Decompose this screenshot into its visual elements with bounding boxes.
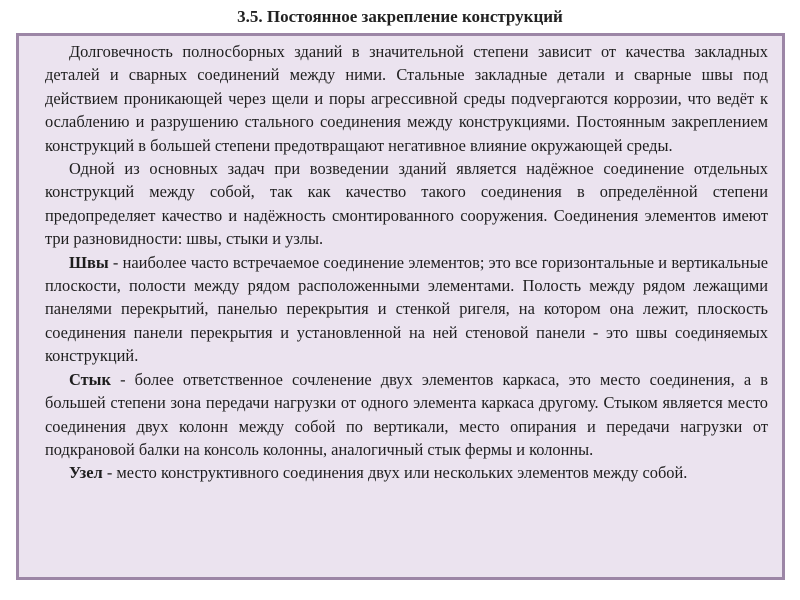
paragraph-text: - место конструктивного соединения двух или нескольких элементов между собой. xyxy=(102,463,688,483)
paragraph-joint xyxy=(45,368,768,462)
paragraph-text: Одной из основных задач при возведении зданий является надёжное соединение отдельных конструкций между собой, так как качество такого соединения в определённой степени предопределяет качество и надёжность смонтированного сооружения. Соединения элементов имеют три разновидности: швы, стыки и узлы. xyxy=(45,159,768,249)
term-node: Узел xyxy=(69,463,103,483)
paragraph-durability xyxy=(45,40,768,157)
paragraph-connections xyxy=(45,157,768,251)
page-title: 3.5. Постоянное закрепление конструкций xyxy=(237,7,563,26)
term-joint: Стык xyxy=(69,369,111,389)
text-box xyxy=(16,33,785,580)
term-seams: Швы xyxy=(69,252,109,272)
paragraph-seams xyxy=(45,251,768,368)
paragraph-node xyxy=(45,461,768,484)
paragraph-text: - более ответственное сочленение двух элементов каркаса, это место соединения, а в большей степени зона передачи нагрузки от одного элемента каркаса другому. Стыком является место соединения двух колонн между собой по вертикали, место опирания и передачи нагрузки от подкрановой балки на консоль колонны, аналогичный стык фермы и колонны. xyxy=(45,369,768,459)
paragraph-text: - наиболее часто встречаемое соединение элементов; это все горизонтальные и вертикальные плоскости, полости между рядом расположенными элементами. Полость между рядом лежащими панелями перекрытий, панелью перекрытия и стенкой ригеля, на котором она лежит, плоскость соединения панели перекрытия и установленной на ней стеновой панели - это швы соединяемых конструкций. xyxy=(45,252,768,366)
paragraph-text: Долговечность полносборных зданий в значительной степени зависит от качества закладных деталей и сварных соединений между ними. Стальные закладные детали и сварные швы под действием проникающей через щели и поры агрессивной среды подvергаются коррозии, что ведёт к ослаблению и разрушению стального соединения между конструкциями. Постоянным закреплением конструкций в большей степени предотвращают негативное влияние окружающей среды. xyxy=(45,42,768,155)
